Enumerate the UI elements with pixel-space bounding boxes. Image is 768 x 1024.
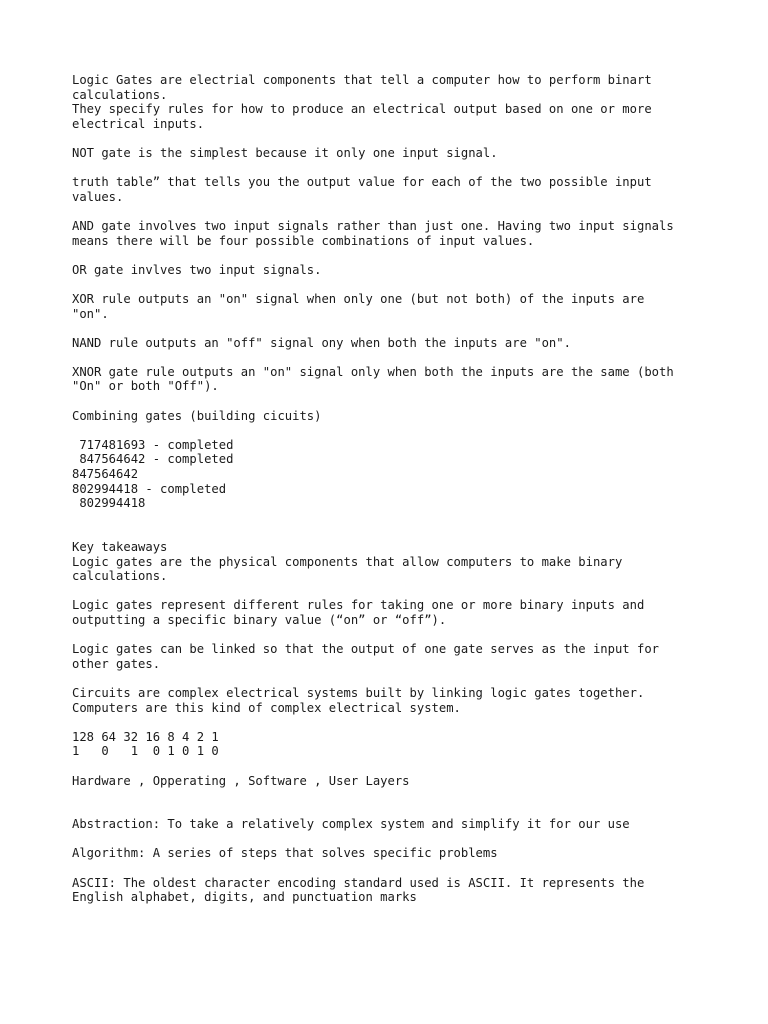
- text-line: Circuits are complex electrical systems built by linking logic gates together.: [72, 685, 645, 700]
- text-line: [72, 394, 702, 409]
- text-line: "on".: [72, 306, 109, 321]
- text-line: 128 64 32 16 8 4 2 1: [72, 729, 219, 744]
- text-line: truth table” that tells you the output value for each of the two possible input: [72, 175, 652, 190]
- text-line: [72, 832, 702, 847]
- text-line: [72, 525, 702, 540]
- text-line: [72, 584, 702, 599]
- text-line: Abstraction: To take a relatively complex system and simplify it for our use: [72, 817, 630, 832]
- text-line: NAND rule outputs an "off" signal ony when both the inputs are "on".: [72, 335, 571, 350]
- text-line: [72, 628, 702, 643]
- text-line: [72, 715, 702, 730]
- text-line: [72, 350, 702, 365]
- text-line: outputting a specific binary value (“on” or “off”).: [72, 612, 447, 627]
- text-line: Algorithm: A series of steps that solves specific problems: [72, 846, 498, 861]
- text-line: Logic Gates are electrial components that tell a computer how to perform binart: [72, 73, 652, 87]
- text-line: 1 0 1 0 1 0 1 0: [72, 744, 219, 759]
- text-line: [72, 671, 702, 686]
- text-line: [72, 277, 702, 292]
- text-line: values.: [72, 189, 124, 204]
- text-line: [72, 131, 702, 146]
- text-line: [72, 759, 702, 774]
- text-line: 717481693 - completed: [72, 437, 234, 452]
- text-line: 847564642: [72, 467, 139, 482]
- text-line: means there will be four possible combinations of input values.: [72, 233, 535, 248]
- text-line: [72, 423, 702, 438]
- text-line: OR gate invlves two input signals.: [72, 262, 322, 277]
- text-line: calculations.: [72, 87, 168, 102]
- text-line: [72, 511, 702, 526]
- text-line: XNOR gate rule outputs an "on" signal only when both the inputs are the same (both: [72, 364, 674, 379]
- text-line: Logic gates represent different rules for taking one or more binary inputs and: [72, 598, 645, 613]
- text-line: "On" or both "Off").: [72, 379, 219, 394]
- text-line: NOT gate is the simplest because it only one input signal.: [72, 145, 498, 160]
- text-line: [72, 161, 702, 176]
- text-line: AND gate involves two input signals rather than just one. Having two input signals: [72, 218, 674, 233]
- text-line: 847564642 - completed: [72, 452, 234, 467]
- document-body: [72, 73, 702, 905]
- text-line: Combining gates (building cicuits): [72, 408, 322, 423]
- text-line: Hardware , Opperating , Software , User Layers: [72, 773, 410, 788]
- text-line: Logic gates can be linked so that the output of one gate serves as the input for: [72, 642, 659, 657]
- text-line: [72, 204, 702, 219]
- text-line: calculations.: [72, 569, 168, 584]
- text-line: 802994418 - completed: [72, 481, 227, 496]
- text-line: They specify rules for how to produce an electrical output based on one or more: [72, 102, 652, 117]
- text-line: [72, 248, 702, 263]
- text-line: 802994418: [72, 496, 146, 511]
- text-line: [72, 861, 702, 876]
- text-line: XOR rule outputs an "on" signal when only one (but not both) of the inputs are: [72, 291, 645, 306]
- text-line: Key takeaways: [72, 540, 168, 554]
- text-line: ASCII: The oldest character encoding standard used is ASCII. It represents the: [72, 875, 645, 890]
- text-line: Logic gates are the physical components that allow computers to make binary: [72, 554, 623, 569]
- text-line: electrical inputs.: [72, 116, 205, 131]
- text-line: [72, 788, 702, 803]
- text-line: other gates.: [72, 656, 161, 671]
- text-line: English alphabet, digits, and punctuation marks: [72, 890, 417, 905]
- text-line: Computers are this kind of complex electrical system.: [72, 700, 461, 715]
- text-line: [72, 803, 702, 818]
- text-line: [72, 321, 702, 336]
